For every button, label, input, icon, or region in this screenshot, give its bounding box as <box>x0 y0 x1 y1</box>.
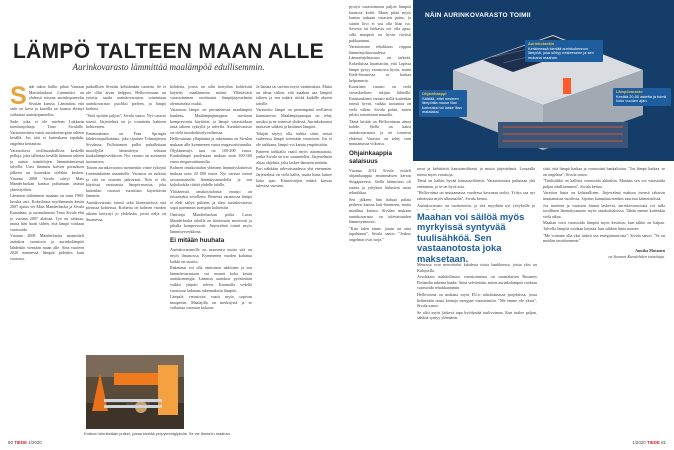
pull-quote: Maahan voi säilöä myös myrkyissä syntyvää tuulisähköä. Sen vastaanotosta joka maksetaan. <box>417 211 525 264</box>
paragraph: Vuonna 2008 Manderbacka suunnitteli aurinkoa varastoon ja aurinkolämpöä lähdettiin viemään maan alle. Aina vuoteen 2020 mennessä lämpöä pidettiin kuin varastoa. <box>10 233 84 261</box>
section-heading: Ei mitään huuhata <box>170 237 225 245</box>
paragraph: Vuonna 2012 Sivula esitteli ohjainkaappia ensimmäisen kerran Singaporessa. Siellä kiinnostus oli suurta ja yritykset halusivat ostaa tekniikkaa. <box>349 167 411 196</box>
callout-2 <box>613 88 671 106</box>
paragraph: Lämmön säilöminen maahan on tuttu 1980-luvulta asti. Kokeiluista myöhemmin kesän 2007 ajatus vei Mats Manderbacka ja Sivula Kanadaan, ja suomalaisena Timo Sivula ehti jo vuonna 2007 aloittaa. Työ on vaikeaa, mutta hän luotti siihen, että lämpö voidaan varastoida. <box>10 193 84 232</box>
paragraph: Ja lainata tai tarvittu myös vaatimuksia. Mutta on ideaa siihen, että maahan saa lämpöä talteen ja sen määrä riittää kaikille alueen taloille. <box>256 84 332 106</box>
paragraph: Varastoitava teollisuushallissa keskellä pelloja, joka tallentaa kesällä lämmön talteen ja auttaa toimitilojen lämmittämisessä talvella. Uusi lämmön kaivon porauksen jälkeen on kuitenkin vieläkin kesken. Vuonna 2008 Sivula siirtyi Mats Manderbackan kanssa puhumaan asiasta yhteistyöhön. <box>10 147 84 192</box>
right-column-2b <box>417 262 537 434</box>
page-number: 80 <box>8 440 13 445</box>
left-footer <box>8 440 42 445</box>
paragraph: Tämä on kaikki hyvää kansainvälisesti. Varastoinnista puhutaan yhä enemmän, ja se on hyvä asia. <box>417 178 535 189</box>
paragraph: Ylittäneistä omakotitaloista varasto on toistaiseksi sovellettu. Pienessä varastossa lämpö ei ehdi säilyä pitkään, ja siksi aurinkovarasto sopii paremmin isompiin kohteisiin. <box>170 188 252 211</box>
paragraph: Hellovoiman ylläpitämä ja rakentama on Sivulan mukaan alle kymmenen euroa megawattitunnilta. Öljylämmitys taas on 100-200 euroa. Kaukolämpö puolestaan maksaa noin 100-160 euroa megawattitunnilta. <box>170 136 252 164</box>
section-heading: Ohjainkaappia salaisuus <box>349 149 393 165</box>
author-name: Annika Mutanen <box>635 247 665 253</box>
page-number: 81 <box>661 440 666 445</box>
paragraph: Menossa ovat neuvottelut kahdesta toista hankkeesta, joista yksi on Kalajoella. <box>417 262 537 273</box>
right-footer <box>632 440 666 445</box>
callout-text: Säätää, ettei nesteen lämpötila nouse liian korkeaksi tai laske liian matalaksi. <box>422 95 462 115</box>
article-title: LÄMPÖ TALTEEN MAAN ALLE <box>13 40 324 63</box>
paragraph: Varaston hinta on kohtuullinen. Järjestelmä maksaa itsensä takaisin muutamassa vuodessa. Sijoitus kannattaa etenkin suurissa kiinteistöissä. <box>543 190 665 201</box>
infographic-title: NÄIN AURINKOVARASTO TOIMII <box>425 12 531 19</box>
paragraph: Toinen aurinkovarasto asennettiin viime syksynä Lemminkäisen maantielle. Varastoa on tutkittu ja sitä on seurattu jatkuvasti. Niin ei ole käytössä varsinaista lämpövarastoa, joka kuitenkin varastoi vuosittain käytettävän lämmön. <box>86 165 166 199</box>
paragraph: pystyä varastoimaan paljon lämpöä kuutiota kohti. Maan pitää myös kantaa raskaan varaston paino, ja suurin kivi ei saa olla liian iso. Savesta tai hiekasta voi olla apua, sillä maaperä on hyvin tiiviisti pakkautunut. <box>349 4 411 43</box>
paragraph: Se olisi myös järkevä tapa hyödyntää tuulivoimaa. Kun tuulee paljon, sähköä syntyy ylimäärin. <box>417 309 537 321</box>
paragraph: "Tuulisähkö on kallista varastoida akkuihin. Maahan sen voi varastoida paljon edullisemmin", Sivula kertoo. <box>543 178 665 189</box>
paragraph: Lämpöä varastoiva vaatii myös sopivan maaperän. Maalajilla on merkitystä ja se vaikuttaa varaston kokoon. <box>170 294 252 311</box>
issue-number: 1/2020 <box>632 440 646 445</box>
callout-text: Keräimessä kiertää aurinkokennon lämpöä, joka siirtyy nesteeseen ja sen mukana maahan. <box>528 45 594 60</box>
paragraph: Varastoitu lämpö on pienempänä teollisesti kannattavaa. Maalämpöpumput on tehty uusiksi ja ne toimivat yhdessä. Aurinkokennot tuottavat sähköä ja keräimet lämpöä. <box>256 107 332 130</box>
paragraph: kohdetta, joissa on siltä tiettyihin kohteisiin käytetty maalämmön määrä. Yllättävästi varastoiminen osoittautui lämpöjärjestelmän olennaiseksi osaksi. <box>170 84 252 106</box>
paragraph: Arvokkain mahdollisuus varastoinnissa on suomalaisen Business Finlandin tukema hanke. Siinä selvitetään, miten aurinkolämpöä voidaan varastoida tehokkaammin. <box>417 274 537 291</box>
right-page <box>337 0 674 450</box>
paragraph: Aurinkovarastolle on maaseutu mutta sitä on myös ilmastossa. Kymmenen vuoden kuluttua kaikki on uusittu. <box>170 247 252 264</box>
paragraph: Hellovoima on mukana myös EU:n rahoittamassa projektissa, jossa kehitetään uusia keinoja energian varastointiin. "Me emme ole yksin", Sivula sanoo. <box>417 291 537 309</box>
paragraph: paikallisen Sivulan kehitämään tuotetta. Se ei ole ollut aivan helppoa. Hellovoimaan on yritetty saada aurinkovaraston toimintaan aurinkovarasto puoliksi pieleen, ja lämpö karkasi. <box>86 84 166 112</box>
paragraph: Rakennus voi olla omituisen näköinen ja sen lämmönvarastoon voi mennä koko kesän aurinkoenergia. Lämmin aurinkoa pyöritetään vaikka ympäri talven. Kuumalla vedellä varastoon ladataan rakennuksiin lämpöä. <box>170 265 252 293</box>
paragraph: Maahan voisi varastoida lämpöä myös kesäisin, kun sähkö on halpaa. Talvella lämpöä voidaan käyttää, kun sähkön hinta nousee. <box>543 220 665 231</box>
right-column-3 <box>543 166 665 436</box>
paragraph: tavat ja kehittävät kansainvälisesti ja muita järjestelmiä. Lossaalla toimii myös varastoja. <box>417 166 535 177</box>
issue-number: 1/2020 <box>28 440 42 445</box>
paragraph: Aurinkovarasto toimii sekä kiinteistöissä että pienissä kohteissa. Kohteita on kolmen vuoden aikana kertynyt jo yhdeksän, joista neljä on Suomessa. <box>86 199 166 222</box>
callout-title: Aurinkokeräin <box>528 41 555 46</box>
callout-title: Ohjainkaappi <box>422 91 447 96</box>
paragraph: "Me voimme olla yksi tärkeä osa energiamurrosta", Sivula sanoo. "Se on meidän tavoitteemme." <box>543 232 665 244</box>
left-column-4 <box>256 84 332 434</box>
left-column-1 <box>10 84 84 434</box>
paragraph: Pari nähdään tulevaisuudessa yhä enemmän. Järjestelmä on vielä kallis, mutta hinta laskee koko ajan. Kiinteistöjen määrä kasvaa tulevina vuosina. <box>256 166 332 189</box>
author-bio: on Suomen Kuvalehden toimittaja. <box>608 254 665 260</box>
magazine-brand: TIEDE <box>14 440 28 445</box>
callout-3 <box>419 90 467 117</box>
article-subtitle: Aurinkovarasto lämmittää maalämpöä edullisemmin. <box>72 62 265 72</box>
drop-cap: S <box>10 84 27 110</box>
paragraph: Jos tuotteen ja varaston hinnat laskevat, aurinkovarastosta voi tulla tavallinen lämmitysmuoto myös omakotitaloissa. Tähän menee kuitenkin vielä aikaa. <box>543 202 665 219</box>
paragraph: "Kun tulen tänne, jotain on aina tapahtunut", Sivula sanoo. "Joskus ongelmat ovat isoja." <box>349 225 411 242</box>
right-column-1 <box>349 4 411 434</box>
paragraph: ade takoo hallin pihaa Vantaan Martinlaakson Lämmitäst on yhdessä toisena aurinkopaneelin Sivulan kanssa. Lämmitäst että sade on kova ja katoilla on kanssa ehtinyt vaikuttaa aurinkopaneeliin. <box>10 84 84 117</box>
paragraph: Ensimmäinen on Finn Springin lähdevesipullottamo, joka sijaitsee Tohmajärven Sivulassa. Pullottamon pullot puhallettaan maaöljyllä lämmitetyn tehtaan kaukolämpöverkkoon. Nyt varasto on asennettu tuotantoon. <box>86 130 166 164</box>
callout-1 <box>525 40 603 62</box>
infographic <box>413 0 674 161</box>
callout-text: Kestää 20-50 astetta ja toimii koko vuoden ajan. <box>616 93 667 104</box>
paragraph: Kaustinen varasto on vielä vieraskielisen tekijän lähteillä. Ensimmäinen varasto siellä kuitenkin toimii hyvin, vaikka tuotantoa on vielä vähän. Sivula pohtii, miten pilotti toteutetaan muualla. <box>349 84 411 118</box>
paragraph: Sen jälkeen hän haluaa palata perheen kanssa koti-Suomeen, mutta maailma kutsuu. Sivulan mukaan aurinkovarasto on tulevaisuuden lämmitysmuoto. <box>349 196 411 225</box>
article-photo <box>86 355 184 429</box>
paragraph: Tekijän täytyy olla tarkka siinä, missä vaiheessa lämpö siirretään varastoon. Jos ei ole tarkkana, lämpö voi karata ympäristöön. <box>256 130 332 147</box>
callout-title: Lämpövarasto <box>616 89 643 94</box>
paragraph: "Hellovoima on muutamassa vuodessa kasvanut isoksi. Yritys saa nyt rahoitusta myös ulkomailta", Sivula kertoo. <box>417 190 535 201</box>
paragraph: Aurinkovarasto on tuotteistettu, ja sitä myydään nyt yrityksille ja <box>417 202 535 208</box>
photo-caption: Kottoon kiinnitetään putket, joissa kiertää propyleeniglykolia. Se vie lämmön maahan. <box>84 431 231 436</box>
paragraph: siitä, että lämpö karkaa ja varastointi hankaloituu. "Jos lämpö karkaa, se on ongelma", Sivula sanoo. <box>543 166 665 177</box>
left-column-2 <box>86 84 166 354</box>
paragraph: Paineen tarkkailu vaatii myös automaatiota, jonka Sivula on itse suunnitellut. Järjestelmää ohjaa ohjelma, joka laskee lämmön määrän. <box>256 148 332 165</box>
paragraph: Omistaja Manderbackan poika Lucas Manderbacka taloilla on kiinteistön moottorit ja pihalla kompressorit. Järjestelmä toimii myös lämmitysverkkona. <box>170 212 252 234</box>
paragraph: Varastoon lämpö on periaatteessa maalämpöä hankittu. Maalämpöpumppua tarvitaan kompressorin käyttöön, ja lämpö varastoidaan tästä talteen syksyllä ja talvella. Aurinkovarasto on vielä tuotekehittelyvaiheessa. <box>170 107 252 135</box>
paragraph: Kolmen omakotitalon yhteinen lämmityslaitteisto maksaa noin 20 000 euroa. Nyt varasto toimii tavanomaisella lämmitysmuodolla ja sen kokoluokka riittää yhdelle talolle. <box>170 165 252 188</box>
paragraph: Sade, joka ei ole mieleen Lukkarin toimitusjohtaja Timo Sivulalle. Varastoiminen vaatii aurinkoenergian talteen kesällä. Jos tätä ei kuitenkaan tapahdu, ongelma kertautuu. <box>10 118 84 146</box>
infographic-illustration <box>413 0 674 161</box>
magazine-brand: TIEDE <box>646 440 660 445</box>
paragraph: Varastoinnin tehokkuus riippuu lämmönjohtavuudesta. Lämmönjohtavuus on tärkeää. Kokeiluissa huomattiin, että Lapissa lämpö pysyy varastossa hyvin, mutta Etelä-Suomessa se karkaa helpommin. <box>349 44 411 83</box>
paragraph: "Siitä opittiin paljon", Sivula sanoo. Nyt varasto toimii. Järjestelmä on jo toimitettu kahteen kohteeseen. <box>86 112 166 130</box>
paragraph: Tämä kestää on Hellovoiman ainoa kohde. Siellä on kaksi aurinkovarastoa ja ne toimivat yhdessä. Varastot on tehty vain muutamassa viikossa. <box>349 118 411 147</box>
right-column-2 <box>417 166 535 210</box>
